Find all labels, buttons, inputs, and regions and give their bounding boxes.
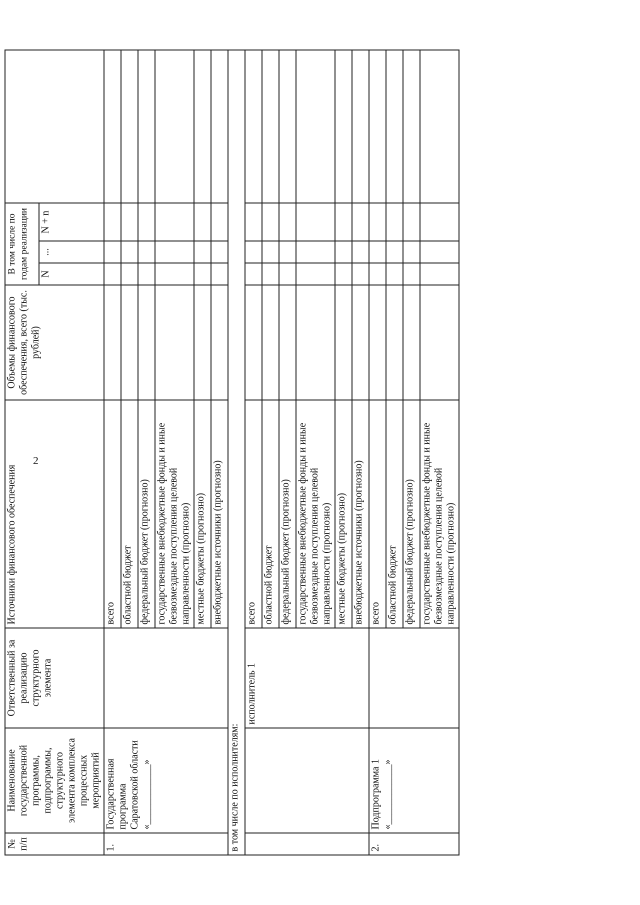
cell-volume: [420, 285, 459, 400]
cell-blank: [335, 49, 352, 202]
row1-name: [104, 728, 228, 833]
cell-volume: [403, 285, 420, 400]
cell-year-n: [262, 263, 279, 285]
source-extra: внебюджетные источники (прогнозно): [211, 400, 228, 628]
page-number: 2: [33, 455, 39, 467]
cell-year-dots: [335, 241, 352, 263]
cell-volume: [369, 285, 386, 400]
row1-name-line1: Государственная программа Саратовской области: [105, 739, 140, 829]
header-year-n: N: [39, 263, 104, 285]
cell-year-dots: [194, 241, 211, 263]
source-total: всего: [104, 400, 121, 628]
cell-year-n: [155, 263, 194, 285]
cell-volume: [121, 285, 138, 400]
header-volume: Объемы финансового обеспечения, всего (тыс. рублей): [5, 285, 104, 400]
source-extra: внебюджетные источники (прогнозно): [352, 400, 369, 628]
cell-volume: [279, 285, 296, 400]
cell-blank: [296, 49, 335, 202]
cell-volume: [262, 285, 279, 400]
row1-num: 1.: [104, 833, 228, 855]
cell-blank: [386, 49, 403, 202]
header-num: № п/п: [5, 833, 104, 855]
source-local: местные бюджеты (прогнозно): [335, 400, 352, 628]
cell-year-n: [121, 263, 138, 285]
executor-name: [245, 728, 369, 833]
cell-year-n-plus: [279, 202, 296, 240]
table-row: [104, 49, 121, 854]
executor-num: [245, 833, 369, 855]
header-year-n-plus: N + n: [39, 202, 104, 240]
cell-blank: [211, 49, 228, 202]
row2-name-line1: Подпрограмма 1: [370, 758, 381, 829]
header-name: Наименование государственной программы, подпрограммы, структурного элемента комплекса процессных мероприятий: [5, 728, 104, 833]
cell-year-dots: [104, 241, 121, 263]
cell-blank: [369, 49, 386, 202]
cell-year-dots: [369, 241, 386, 263]
cell-year-n: [138, 263, 155, 285]
cell-year-n: [335, 263, 352, 285]
source-state-funds: государственные внебюджетные фонды и иные безвозмездные поступления целевой направленности (прогнозно): [420, 400, 459, 628]
cell-year-n-plus: [121, 202, 138, 240]
cell-blank: [245, 49, 262, 202]
row1-name-line2: «____________»: [141, 759, 152, 829]
header-blank: [5, 49, 104, 202]
cell-year-n: [352, 263, 369, 285]
cell-year-n-plus: [420, 202, 459, 240]
cell-volume: [386, 285, 403, 400]
cell-year-n-plus: [352, 202, 369, 240]
cell-year-dots: [279, 241, 296, 263]
cell-year-n: [194, 263, 211, 285]
cell-blank: [279, 49, 296, 202]
executor-responsible: исполнитель 1: [245, 628, 369, 728]
source-federal: федеральный бюджет (прогнозно): [403, 400, 420, 628]
rotated-content: [0, 50, 500, 855]
cell-year-n-plus: [138, 202, 155, 240]
cell-blank: [352, 49, 369, 202]
including-row: [228, 49, 245, 854]
cell-volume: [155, 285, 194, 400]
cell-blank: [420, 49, 459, 202]
table-row: [245, 49, 262, 854]
cell-year-dots: [403, 241, 420, 263]
header-year-dots: ...: [39, 241, 104, 263]
cell-year-n-plus: [296, 202, 335, 240]
cell-year-n: [211, 263, 228, 285]
cell-year-dots: [121, 241, 138, 263]
cell-volume: [296, 285, 335, 400]
cell-year-dots: [420, 241, 459, 263]
source-state-funds: государственные внебюджетные фонды и иные безвозмездные поступления целевой направленности (прогнозно): [296, 400, 335, 628]
financing-table: [4, 49, 459, 855]
row2-name: [369, 728, 459, 833]
header-sources: Источники финансового обеспечения: [5, 400, 104, 628]
cell-year-n: [245, 263, 262, 285]
cell-year-n: [104, 263, 121, 285]
source-regional: областной бюджет: [121, 400, 138, 628]
cell-year-n-plus: [104, 202, 121, 240]
source-total: всего: [245, 400, 262, 628]
row2-responsible: [369, 628, 459, 728]
cell-year-n-plus: [211, 202, 228, 240]
cell-year-n: [369, 263, 386, 285]
cell-blank: [104, 49, 121, 202]
cell-year-n-plus: [335, 202, 352, 240]
cell-volume: [335, 285, 352, 400]
cell-year-n: [279, 263, 296, 285]
cell-volume: [138, 285, 155, 400]
header-responsible: Ответственный за реализацию структурного элемента: [5, 628, 104, 728]
table-row: [369, 49, 386, 854]
header-row-1: [5, 49, 39, 854]
source-local: местные бюджеты (прогнозно): [194, 400, 211, 628]
page-title: [0, 50, 4, 855]
row2-name-line2: «____________»: [382, 759, 393, 829]
including-label: в том числе по исполнителям:: [228, 49, 245, 854]
source-total: всего: [369, 400, 386, 628]
cell-year-n: [420, 263, 459, 285]
cell-year-dots: [138, 241, 155, 263]
cell-year-n: [403, 263, 420, 285]
cell-year-n-plus: [403, 202, 420, 240]
source-regional: областной бюджет: [262, 400, 279, 628]
header-by-years: В том числе по годам реализации: [5, 202, 39, 284]
cell-year-dots: [245, 241, 262, 263]
cell-year-n-plus: [245, 202, 262, 240]
cell-blank: [155, 49, 194, 202]
cell-volume: [211, 285, 228, 400]
cell-volume: [194, 285, 211, 400]
cell-blank: [403, 49, 420, 202]
cell-volume: [352, 285, 369, 400]
row1-responsible: [104, 628, 228, 728]
source-federal: федеральный бюджет (прогнозно): [138, 400, 155, 628]
cell-year-n-plus: [386, 202, 403, 240]
cell-year-dots: [296, 241, 335, 263]
cell-blank: [194, 49, 211, 202]
cell-year-n-plus: [194, 202, 211, 240]
source-federal: федеральный бюджет (прогнозно): [279, 400, 296, 628]
cell-year-dots: [386, 241, 403, 263]
source-state-funds: государственные внебюджетные фонды и иные безвозмездные поступления целевой направленности (прогнозно): [155, 400, 194, 628]
cell-blank: [262, 49, 279, 202]
cell-year-dots: [155, 241, 194, 263]
cell-year-n-plus: [155, 202, 194, 240]
row2-num: 2.: [369, 833, 459, 855]
cell-year-n: [296, 263, 335, 285]
cell-year-n-plus: [369, 202, 386, 240]
cell-volume: [104, 285, 121, 400]
cell-year-n: [386, 263, 403, 285]
cell-year-dots: [211, 241, 228, 263]
cell-blank: [121, 49, 138, 202]
cell-year-n-plus: [262, 202, 279, 240]
cell-year-dots: [352, 241, 369, 263]
cell-year-dots: [262, 241, 279, 263]
cell-blank: [138, 49, 155, 202]
cell-volume: [245, 285, 262, 400]
source-regional: областной бюджет: [386, 400, 403, 628]
